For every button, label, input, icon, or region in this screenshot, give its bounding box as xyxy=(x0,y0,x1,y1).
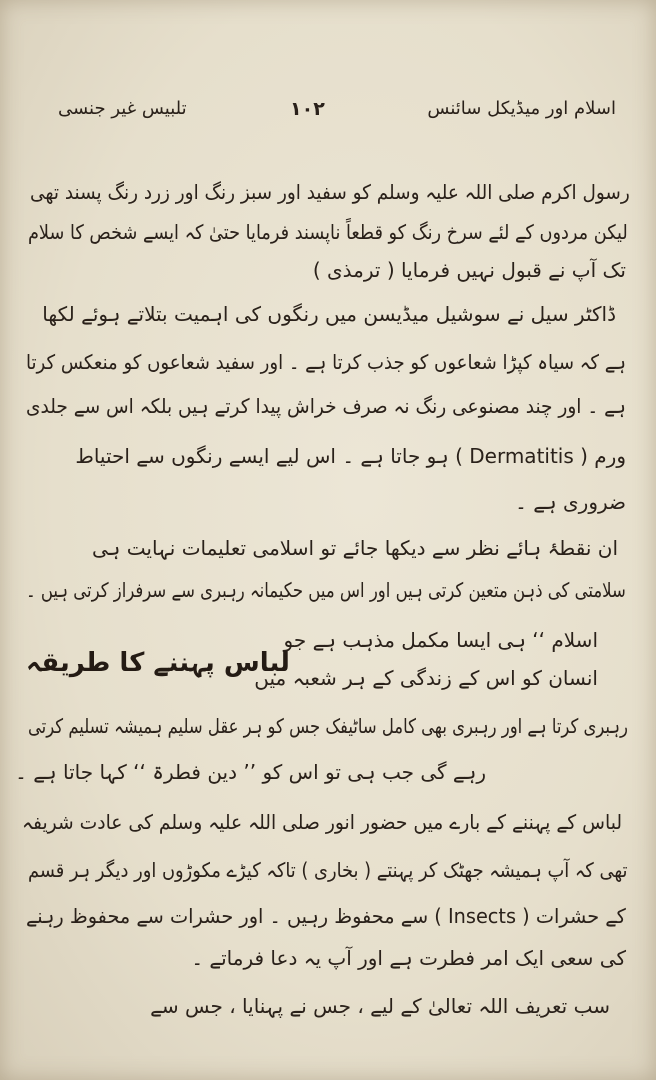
text-line-16: کی سعی ایک امر فطرت ہے اور آپ یہ دعا فرماتے ۔ xyxy=(191,946,626,970)
text-line-5: ہے کہ سیاہ کپڑا شعاعوں کو جذب کرتا ہے ۔ اور سفید شعاعوں کو منعکس کرتا xyxy=(26,350,626,374)
section-heading: لباس پہننے کا طریقہ xyxy=(26,648,290,678)
section-side-line-2: انسان کو اس کے زندگی کے ہر شعبہ میں xyxy=(254,666,598,690)
text-line-4: ڈاکٹر سیل نے سوشیل میڈیسن میں رنگوں کی اہمیت بتلاتے ہوئے لکھا xyxy=(42,302,616,326)
text-line-7: ورم ( Dermatitis ) ہو جاتا ہے ۔ اس لیے ایسے رنگوں سے احتیاط xyxy=(75,444,626,468)
text-line-9: ان نقطۂ ہائے نظر سے دیکھا جائے تو اسلامی تعلیمات نہایت ہی xyxy=(92,536,618,560)
running-header-left: تلبیس غیر جنسی xyxy=(58,98,187,119)
text-line-3: تک آپ نے قبول نہیں فرمایا ( ترمذی ) xyxy=(312,258,626,282)
running-header-right: اسلام اور میڈیکل سائنس xyxy=(427,98,616,119)
text-line-13: لباس کے پہننے کے بارے میں حضور انور صلی اللہ علیہ وسلم کی عادت شریفہ xyxy=(21,810,622,834)
text-line-10: سلامتی کی ذہن متعین کرتی ہیں اور اس میں حکیمانہ رہبری سے سرفراز کرتی ہیں ۔ xyxy=(26,578,626,602)
text-line-2: لیکن مردوں کے لئے سرخ رنگ کو قطعاً ناپسند فرمایا حتیٰ کہ ایسے شخص کا سلام xyxy=(28,220,628,244)
page-number: ۱۰۲ xyxy=(290,98,325,120)
text-line-11: رہبری کرتا ہے اور رہبری بھی کامل ساٹیفک جس کو ہر عقل سلیم ہمیشہ تسلیم کرتی xyxy=(28,714,628,738)
text-line-17: سب تعریف اللہ تعالیٰ کے لیے ، جس نے پہنایا ، جس سے xyxy=(150,994,610,1018)
text-line-8: ضروری ہے ۔ xyxy=(515,490,626,514)
text-line-14: تھی کہ آپ ہمیشہ جھٹک کر پہنتے ( بخاری ) تاکہ کیڑے مکوڑوں اور دیگر ہر قسم xyxy=(28,858,628,882)
text-line-12: رہے گی جب ہی تو اس کو ’’ دین فطرۃ ‘‘ کہا جاتا ہے ۔ xyxy=(15,760,486,784)
text-line-6: ہے ۔ اور چند مصنوعی رنگ نہ صرف خراش پیدا کرتے ہیں بلکہ اس سے جلدی xyxy=(26,394,626,418)
text-line-1: رسول اکرم صلی اللہ علیہ وسلم کو سفید اور سبز رنگ اور زرد رنگ پسند تھی xyxy=(30,180,630,204)
section-side-line-1: اسلام ‘‘ ہی ایسا مکمل مذہب ہے جو xyxy=(283,628,598,652)
text-line-15: کے حشرات ( Insects ) سے محفوظ رہیں ۔ اور حشرات سے محفوظ رہنے xyxy=(26,904,626,928)
